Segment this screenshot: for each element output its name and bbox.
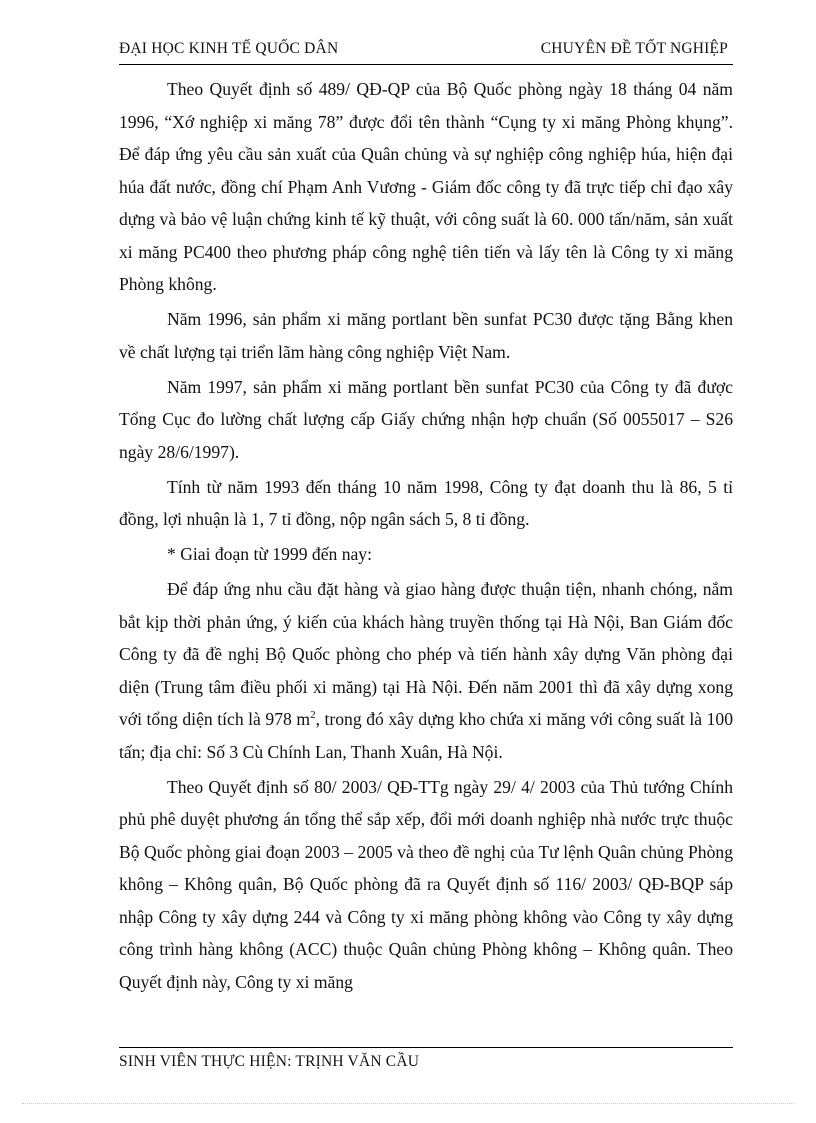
paragraph: Theo Quyết định số 80/ 2003/ QĐ-TTg ngày 29/ 4/ 2003 của Thủ tướng Chính phủ phê duyệt phương án tổng thể sắp xếp, đổi mới doanh nghiệp nhà nước trực thuộc Bộ Quốc phòng giai đoạn 2003 – 2005 và theo đề nghị của Tư lệnh Quân chủng Phòng không – Không quân, Bộ Quốc phòng đã ra Quyết định số 116/ 2003/ QĐ-BQP sáp nhập Công ty xây dựng 244 và Công ty xi măng phòng không vào Công ty xây dựng công trình hàng không (ACC) thuộc Quân chủng Phòng không – Không quân. Theo Quyết định này, Công ty xi măng bbox=[119, 776, 733, 992]
section-heading: * Giai đoạn từ 1999 đến nay: bbox=[167, 544, 372, 564]
superscript: 2 bbox=[310, 709, 316, 722]
university-name: ĐẠI HỌC KINH TẾ QUỐC DÂN bbox=[119, 40, 339, 57]
document-body bbox=[119, 73, 733, 1001]
paragraph bbox=[119, 573, 733, 768]
paragraph-text-tail: , trong đó xây dựng kho chứa xi măng với công suất là 100 tấn; địa chỉ: Số 3 Cù Chính Lan, Thanh Xuân, Hà Nội. bbox=[119, 709, 733, 762]
paragraph: Năm 1996, sản phẩm xi măng portlant bền sunfat PC30 được tặng Bằng khen về chất lượng tại triển lãm hàng công nghiệp Việt Nam. bbox=[119, 309, 733, 362]
page-footer bbox=[119, 1047, 733, 1071]
student-name: SINH VIÊN THỰC HIỆN: TRỊNH VĂN CẦU bbox=[119, 1053, 420, 1070]
page-border-dotted bbox=[22, 1103, 794, 1104]
document-type: CHUYÊN ĐỀ TỐT NGHIỆP bbox=[540, 40, 728, 57]
paragraph: Tính từ năm 1993 đến tháng 10 năm 1998, Công ty đạt doanh thu là 86, 5 tỉ đồng, lợi nhuận là 1, 7 tỉ đồng, nộp ngân sách 5, 8 tỉ đồng. bbox=[119, 476, 733, 529]
paragraph-text: Để đáp ứng nhu cầu đặt hàng và giao hàng được thuận tiện, nhanh chóng, nắm bắt kịp thời phản ứng, ý kiến của khách hàng truyền thống tại Hà Nội, Ban Giám đốc Công ty đã đề nghị Bộ Quốc phòng cho phép và tiến hành xây dựng Văn phòng đại diện (Trung tâm điều phối xi măng) tại Hà Nội. Đến năm 2001 thì đã xây dựng xong với tổng diện tích là 978 m bbox=[119, 579, 733, 729]
paragraph: Năm 1997, sản phẩm xi măng portlant bền sunfat PC30 của Công ty đã được Tổng Cục đo lường chất lượng cấp Giấy chứng nhận hợp chuẩn (Số 0055017 – S26 ngày 28/6/1997). bbox=[119, 376, 733, 462]
paragraph: Theo Quyết định số 489/ QĐ-QP của Bộ Quốc phòng ngày 18 tháng 04 năm 1996, “Xớ nghiệp xi măng 78” được đổi tên thành “Cụng ty xi măng Phòng khụng”. Để đáp ứng yêu cầu sản xuất của Quân chủng và sự nghiệp công nghiệp húa, hiện đại húa đất nước, đồng chí Phạm Anh Vương - Giám đốc công ty đã trực tiếp chỉ đạo xây dựng và bảo vệ luận chứng kinh tế kỹ thuật, với công suất là 60. 000 tấn/năm, sản xuất xi măng PC400 theo phương pháp công nghệ tiên tiến và lấy tên là Công ty xi măng Phòng không. bbox=[119, 79, 733, 294]
page-header bbox=[119, 38, 733, 65]
